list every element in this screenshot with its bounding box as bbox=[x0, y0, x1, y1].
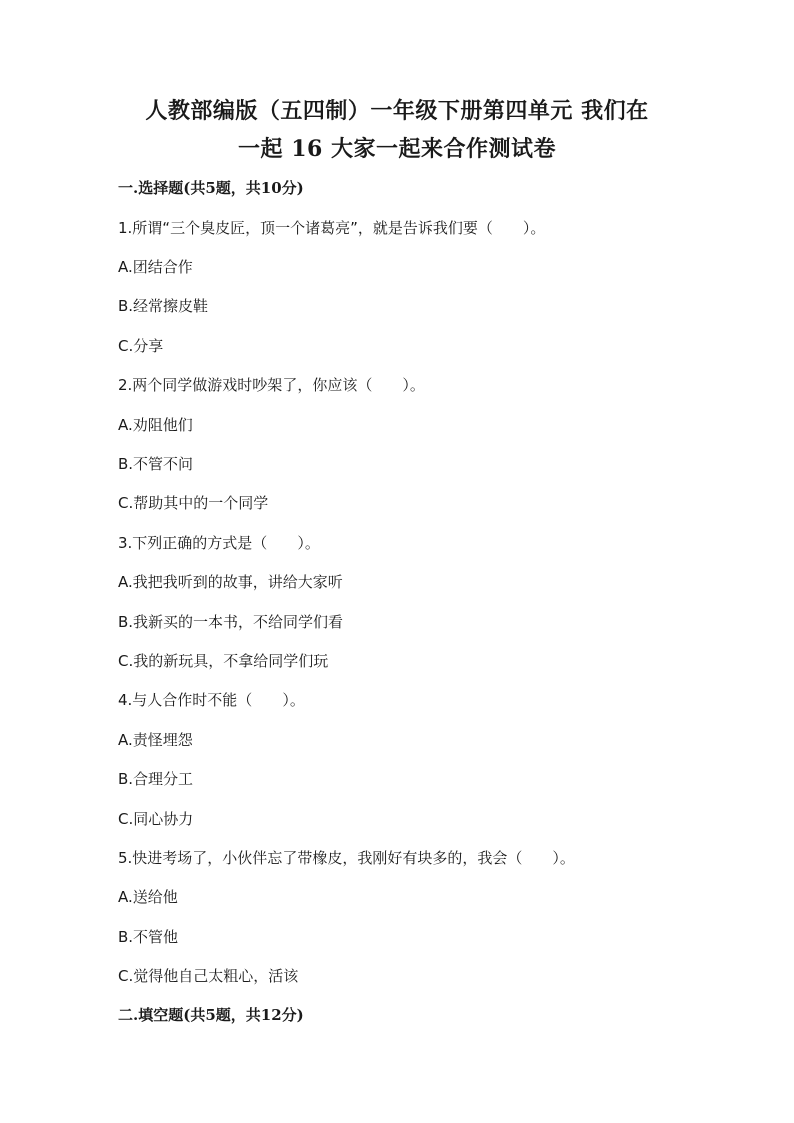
title-line-2: 一起 16 大家一起来合作测试卷 bbox=[238, 136, 556, 162]
question-1-option-b: B.经常擦皮鞋 bbox=[118, 297, 209, 315]
question-5-option-b: B.不管他 bbox=[118, 928, 179, 946]
question-2-option-a: A.劝阻他们 bbox=[118, 416, 193, 434]
question-3-option-c: C.我的新玩具，不拿给同学们玩 bbox=[118, 652, 329, 670]
question-3-stem: 3.下列正确的方式是（ ）。 bbox=[118, 534, 320, 552]
question-5-option-c: C.觉得他自己太粗心，活该 bbox=[118, 967, 299, 985]
question-5-option-a: A.送给他 bbox=[118, 888, 178, 906]
question-1-option-c: C.分享 bbox=[118, 337, 164, 355]
section-heading-choice: 一.选择题(共5题，共10分) bbox=[118, 179, 304, 197]
question-4-option-a: A.责怪埋怨 bbox=[118, 731, 193, 749]
question-3-option-a: A.我把我听到的故事，讲给大家听 bbox=[118, 573, 343, 591]
question-4-stem: 4.与人合作时不能（ ）。 bbox=[118, 691, 305, 709]
question-3-option-b: B.我新买的一本书，不给同学们看 bbox=[118, 613, 344, 631]
title-line-1: 人教部编版（五四制）一年级下册第四单元 我们在 bbox=[145, 98, 649, 124]
question-2-option-b: B.不管不问 bbox=[118, 455, 194, 473]
question-4-option-b: B.合理分工 bbox=[118, 770, 194, 788]
document-title bbox=[60, 92, 734, 168]
question-1-option-a: A.团结合作 bbox=[118, 258, 193, 276]
question-5-stem: 5.快进考场了，小伙伴忘了带橡皮，我刚好有块多的，我会（ ）。 bbox=[118, 849, 575, 867]
section-heading-fill-blank: 二.填空题(共5题，共12分) bbox=[118, 1006, 304, 1024]
question-2-option-c: C.帮助其中的一个同学 bbox=[118, 494, 269, 512]
question-2-stem: 2.两个同学做游戏时吵架了，你应该（ ）。 bbox=[118, 376, 425, 394]
question-4-option-c: C.同心协力 bbox=[118, 810, 194, 828]
question-1-stem: 1.所谓“三个臭皮匠，顶一个诸葛亮”，就是告诉我们要（ ）。 bbox=[118, 219, 546, 237]
